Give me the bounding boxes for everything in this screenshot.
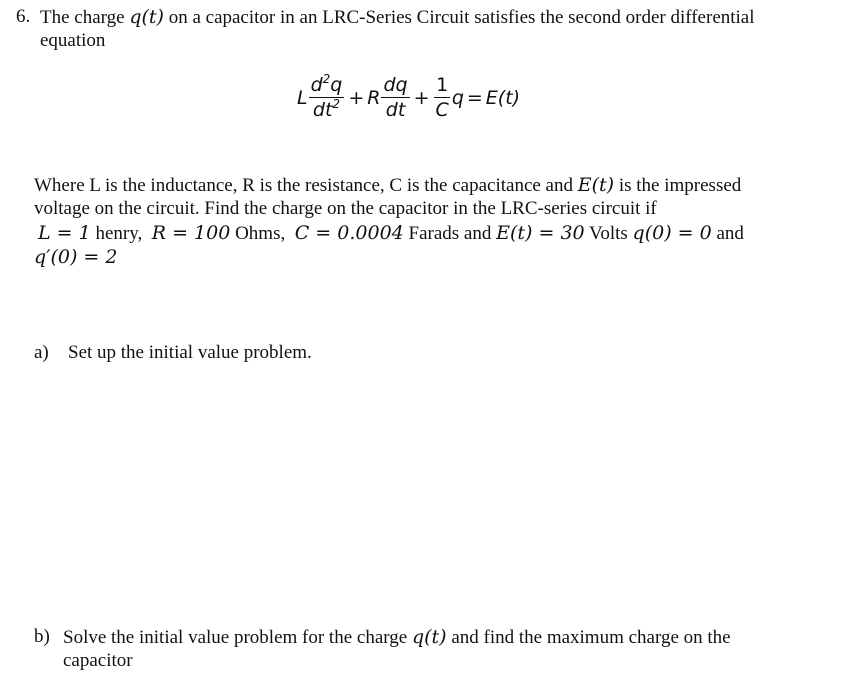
eq-L: L [297,86,308,109]
given-q0: q(0) = 0 [632,222,712,244]
part-b-line2: capacitor [63,650,133,671]
part-a-text: Set up the initial value problem. [68,342,312,363]
given-E-unit: Volts [589,223,628,244]
eq-numerator-d2q: $d^2q$ [310,72,343,96]
eq-plus-1: + [348,86,365,109]
part-b-line1 [63,626,731,649]
given-C-unit: Farads and [408,223,492,244]
part-b-charge-symbol: q(t) [411,626,447,648]
problem-number: 6. [16,6,31,27]
eq-numerator-dq: dq [383,74,408,96]
eq-equals: = [466,86,483,109]
given-R: R = 100 [151,222,231,244]
where-text-a: Where L is the inductance, R is the resistance, C is the capacitance and [34,175,573,196]
eq-fraction-dq-dt [381,74,409,121]
given-L: L = 1 [38,222,91,244]
given-E: E(t) = 30 [496,222,585,244]
where-line2: voltage on the circuit. Find the charge on the capacitor in the LRC-series circuit if [34,198,657,219]
eq-fraction-d2q-dt2 [309,74,345,121]
eq-q: q [451,86,464,109]
eq-denominator-dt: dt [385,99,406,121]
differential-equation [297,74,520,121]
eq-denominator-dt2: $dt^2$ [312,97,341,121]
eq-fraction-1-over-C [434,74,451,121]
part-b-text-b: and find the maximum charge on the [451,627,731,648]
where-voltage-symbol: E(t) [577,174,615,196]
eq-R: R [367,86,381,109]
eq-numerator-1: 1 [436,74,449,96]
intro-charge-symbol: q(t) [129,6,164,28]
given-L-unit: henry, [95,223,143,244]
intro-text-a: The charge [40,7,125,28]
where-line1 [34,174,741,197]
eq-plus-2: + [413,86,430,109]
eq-denominator-C: C [435,99,449,121]
part-a-label: a) [34,342,49,363]
eq-rhs: E(t) [485,86,521,109]
problem-intro-line1 [40,6,755,29]
part-b-label: b) [34,626,50,647]
problem-intro-line2: equation [40,30,106,51]
given-R-unit: Ohms, [235,223,286,244]
where-line3-given-values [38,222,744,245]
intro-text-b: on a capacitor in an LRC-Series Circuit satisfies the second order differential [168,7,755,28]
part-b-text-a: Solve the initial value problem for the charge [63,627,408,648]
given-qprime0: q′(0) = 2 [34,246,118,268]
where-text-b: is the impressed [618,175,742,196]
given-and: and [716,223,744,244]
given-C: C = 0.0004 [294,222,404,244]
